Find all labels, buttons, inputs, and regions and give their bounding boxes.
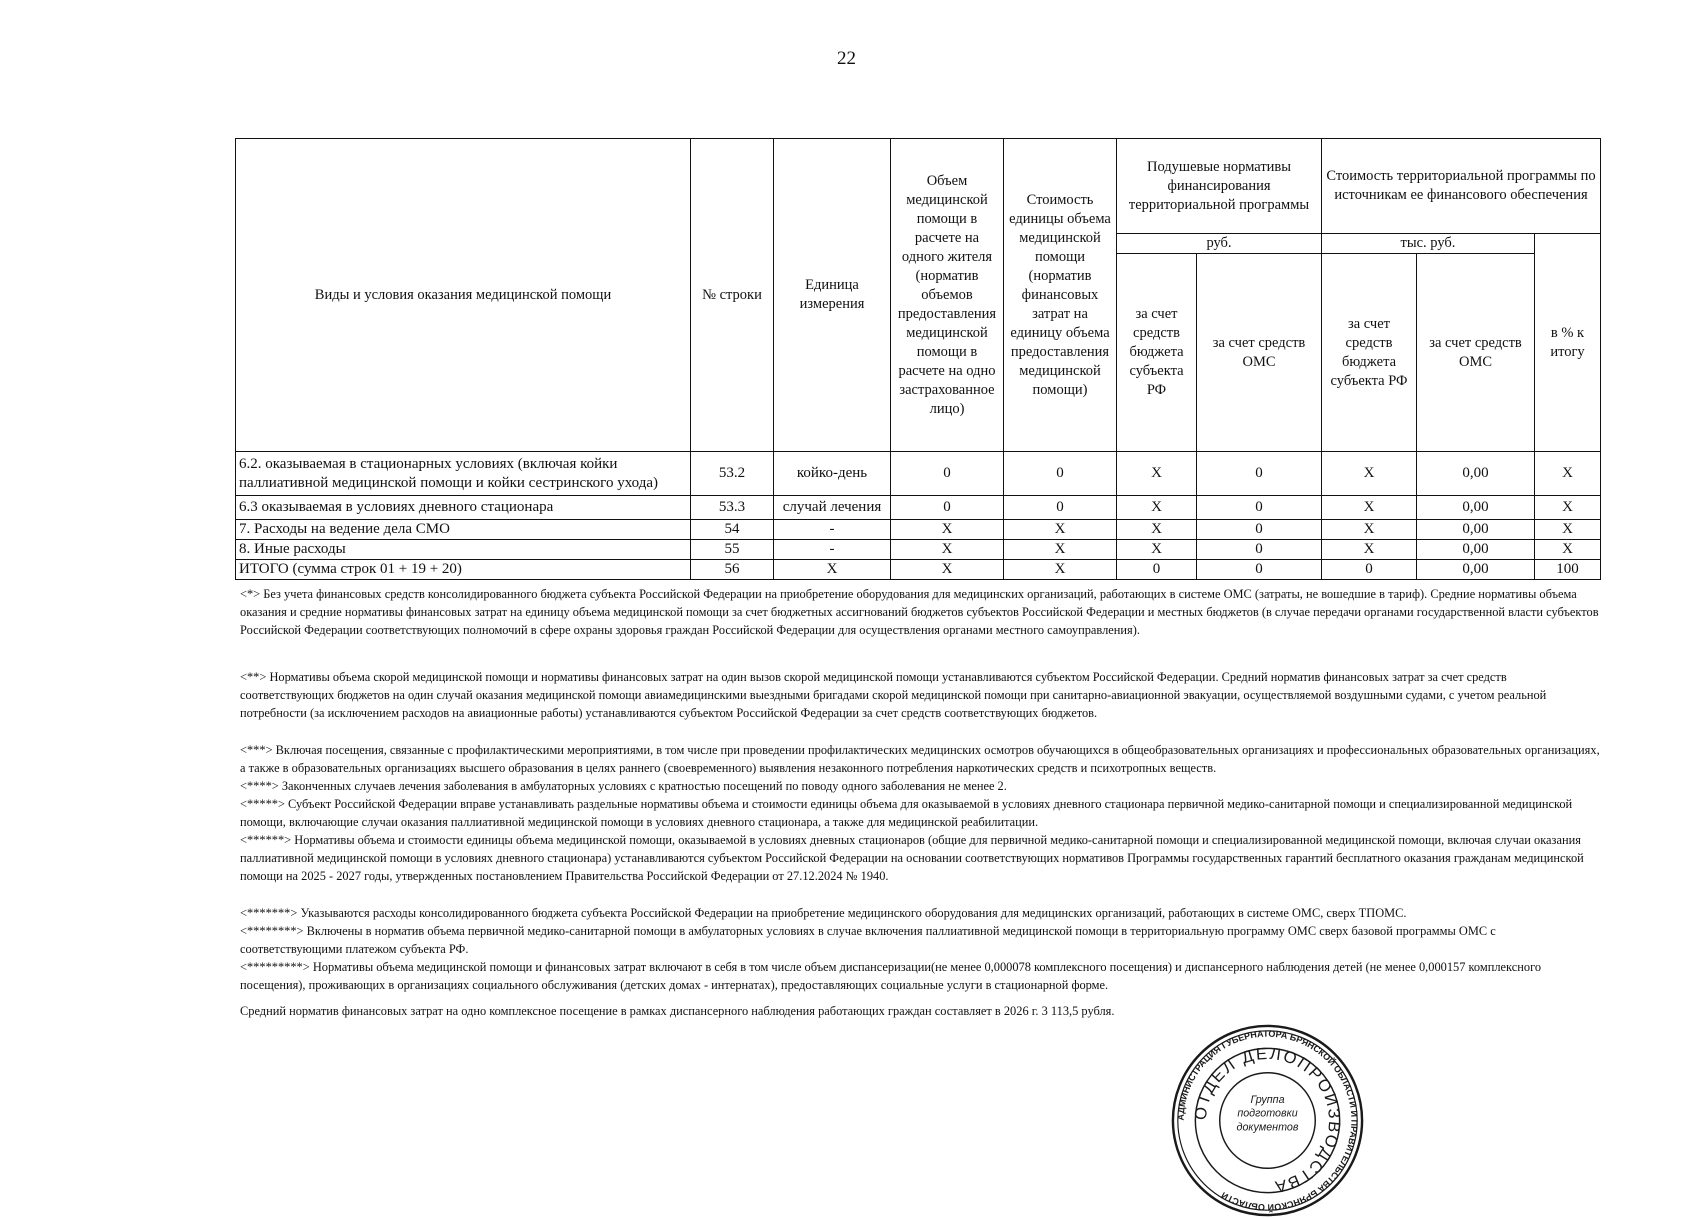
header-unit: Единица измерения [774, 139, 891, 452]
footnote-8: <********> Включены в норматив объема первичной медико-санитарной помощи в амбулаторных условиях в случае включения паллиативной медицинской помощи в территориальную программу ОМС сверх базовой программы ОМС с соответствующими платежом субъекта РФ. [240, 924, 1496, 956]
header-cost: Стоимость единицы объема медицинской помощи (норматив финансовых затрат на единицу объема предоставления медицинской помощи) [1004, 139, 1117, 452]
footnote-3: <***> Включая посещения, связанные с профилактическими мероприятиями, в том числе при проведении профилактических медицинских осмотров обучающихся в общеобразовательных организациях и профессиональных образовательных организациях, а также в образовательных организациях высшего образования в целях раннего (своевременного) выявления незаконного потребления наркотических средств и психотропных веществ. [240, 743, 1600, 775]
cell-cost: Х [1004, 560, 1117, 580]
header-row-no: № строки [691, 139, 774, 452]
cell-cost: 0 [1004, 452, 1117, 496]
header-unit-thousand-rub: тыс. руб. [1322, 234, 1535, 254]
cell-row-no: 55 [691, 540, 774, 560]
cell-percent: Х [1535, 496, 1601, 520]
cell-cost: 0 [1004, 496, 1117, 520]
cell-unit: - [774, 540, 891, 560]
cell-name: 6.3 оказываемая в условиях дневного стационара [236, 496, 691, 520]
cell-c-oms: 0,00 [1417, 520, 1535, 540]
footnote-6: <******> Нормативы объема и стоимости единицы объема медицинской помощи, оказываемой в условиях дневных стационаров (общие для первичной медико-санитарной помощи и специализированной медицинской помощи, включая случаи оказания паллиативной медицинской помощи в условиях дневного стационара) устанавливаются субъектом Российской Федерации на основании соответствующих нормативов Программы государственных гарантий бесплатного оказания гражданам медицинской помощи на 2025 - 2027 годы, утвержденных постановлением Правительства Российской Федерации от 27.12.2024 № 1940. [240, 833, 1584, 883]
cell-volume: 0 [891, 452, 1004, 496]
cell-row-no: 56 [691, 560, 774, 580]
cell-c-budget: Х [1322, 452, 1417, 496]
cell-c-oms: 0,00 [1417, 560, 1535, 580]
header-name: Виды и условия оказания медицинской помощи [236, 139, 691, 452]
header-per-capita: Подушевые нормативы финансирования территориальной программы [1117, 139, 1322, 234]
cell-percent: Х [1535, 452, 1601, 496]
stamp-middle-text: ОТДЕЛ ДЕЛОПРОИЗВОДСТВА [1190, 1043, 1345, 1197]
cell-c-budget: Х [1322, 520, 1417, 540]
official-stamp [1170, 1023, 1365, 1218]
cell-pc-oms: 0 [1197, 496, 1322, 520]
cell-c-oms: 0,00 [1417, 540, 1535, 560]
cell-name: 6.2. оказываемая в стационарных условиях (включая койки паллиативной медицинской помощи и койки сестринского ухода) [236, 452, 691, 496]
cell-pc-budget: Х [1117, 520, 1197, 540]
cell-pc-oms: 0 [1197, 560, 1322, 580]
cell-pc-oms: 0 [1197, 520, 1322, 540]
cell-unit: случай лечения [774, 496, 891, 520]
cell-c-oms: 0,00 [1417, 496, 1535, 520]
cell-unit: Х [774, 560, 891, 580]
table-row [236, 540, 1601, 560]
stamp-center-text: Группа подготовки документов [1236, 1094, 1299, 1134]
footnote-9: <*********> Нормативы объема медицинской помощи и финансовых затрат включают в себя в том числе объем диспансеризации(не менее 0,000078 комплексного посещения) и диспансерного наблюдения детей (не менее 0,000157 комплексного посещения), проживающих в организациях социального обслуживания (детских домах - интернатах), предоставляющих социальные услуги в стационарной форме. [240, 960, 1542, 992]
table-row [236, 452, 1601, 496]
cell-pc-budget: 0 [1117, 560, 1197, 580]
cell-percent: Х [1535, 540, 1601, 560]
header-c-oms: за счет средств ОМС [1417, 254, 1535, 452]
header-unit-rub: руб. [1117, 234, 1322, 254]
header-c-budget: за счет средств бюджета субъекта РФ [1322, 254, 1417, 452]
page-number: 22 [837, 48, 856, 69]
cell-name: 8. Иные расходы [236, 540, 691, 560]
cell-row-no: 53.2 [691, 452, 774, 496]
cell-row-no: 54 [691, 520, 774, 540]
cell-row-no: 53.3 [691, 496, 774, 520]
footnote-10: Средний норматив финансовых затрат на одно комплексное посещение в рамках диспансерного наблюдения работающих граждан составляет в 2026 г. 3 113,5 рубля. [240, 1004, 1115, 1018]
stamp-outer-text: АДМИНИСТРАЦИЯ ГУБЕРНАТОРА БРЯНСКОЙ ОБЛАСТИ И ПРАВИТЕЛЬСТВА БРЯНСКОЙ ОБЛАСТИ [1175, 1028, 1360, 1213]
footnote-2: <**> Нормативы объема скорой медицинской помощи и нормативы финансовых затрат на один вызов скорой медицинской помощи устанавливаются субъектом Российской Федерации. Средний норматив финансовых затрат за счет средств соответствующих бюджетов на один случай оказания медицинской помощи авиамедицинскими выездными бригадами скорой медицинской помощи при санитарно-авиационной эвакуации, осуществляемой воздушными судами, с учетом реальной потребности (за исключением расходов на авиационные работы) устанавливаются субъектом Российской Федерации за счет средств соответствующих бюджетов. [240, 670, 1547, 720]
header-program-cost: Стоимость территориальной программы по источникам ее финансового обеспечения [1322, 139, 1601, 234]
cell-c-oms: 0,00 [1417, 452, 1535, 496]
cell-c-budget: Х [1322, 540, 1417, 560]
cell-c-budget: 0 [1322, 560, 1417, 580]
cell-c-budget: Х [1322, 496, 1417, 520]
cell-name: ИТОГО (сумма строк 01 + 19 + 20) [236, 560, 691, 580]
cell-name: 7. Расходы на ведение дела СМО [236, 520, 691, 540]
cell-volume: Х [891, 520, 1004, 540]
cell-volume: Х [891, 540, 1004, 560]
cell-pc-budget: Х [1117, 540, 1197, 560]
cell-percent: 100 [1535, 560, 1601, 580]
table-row [236, 496, 1601, 520]
cell-pc-oms: 0 [1197, 540, 1322, 560]
cell-volume: 0 [891, 496, 1004, 520]
header-pc-oms: за счет средств ОМС [1197, 254, 1322, 452]
cell-unit: - [774, 520, 891, 540]
footnote-5: <*****> Субъект Российской Федерации вправе устанавливать раздельные нормативы объема и стоимости единицы объема для оказываемой в условиях дневного стационара первичной медико-санитарной помощи и специализированной медицинской помощи, включающие случаи оказания паллиативной медицинской помощи в условиях дневного стационара, а также для медицинской реабилитации. [240, 797, 1573, 829]
financing-table [235, 138, 1601, 580]
footnote-7: <*******> Указываются расходы консолидированного бюджета субъекта Российской Федерации на приобретение медицинского оборудования для медицинских организаций, работающих в системе ОМС, сверх ТПОМС. [240, 906, 1407, 920]
table-row-total [236, 560, 1601, 580]
cell-pc-oms: 0 [1197, 452, 1322, 496]
table-row [236, 520, 1601, 540]
header-pc-budget: за счет средств бюджета субъекта РФ [1117, 254, 1197, 452]
cell-cost: Х [1004, 540, 1117, 560]
cell-pc-budget: Х [1117, 452, 1197, 496]
footnote-1: <*> Без учета финансовых средств консолидированного бюджета субъекта Российской Федерации на приобретение оборудования для медицинских организаций, работающих в системе ОМС (затраты, не вошедшие в тариф). Средние нормативы объема оказания и средние нормативы финансовых затрат на единицу объема медицинской помощи за счет бюджетных ассигнований бюджетов субъектов Российской Федерации и местных бюджетов (в случае передачи органами государственной власти субъектов Российской Федерации соответствующих полномочий в сфере охраны здоровья граждан Российской Федерации для осуществления органами местного самоуправления). [240, 587, 1599, 637]
cell-cost: Х [1004, 520, 1117, 540]
cell-volume: Х [891, 560, 1004, 580]
cell-pc-budget: Х [1117, 496, 1197, 520]
cell-unit: койко-день [774, 452, 891, 496]
header-volume: Объем медицинской помощи в расчете на одного жителя (норматив объемов предоставления медицинской помощи в расчете на одно застрахованное лицо) [891, 139, 1004, 452]
header-percent: в % к итогу [1535, 234, 1601, 452]
footnote-4: <****> Законченных случаев лечения заболевания в амбулаторных условиях с кратностью посещений по поводу одного заболевания не менее 2. [240, 779, 1007, 793]
cell-percent: Х [1535, 520, 1601, 540]
